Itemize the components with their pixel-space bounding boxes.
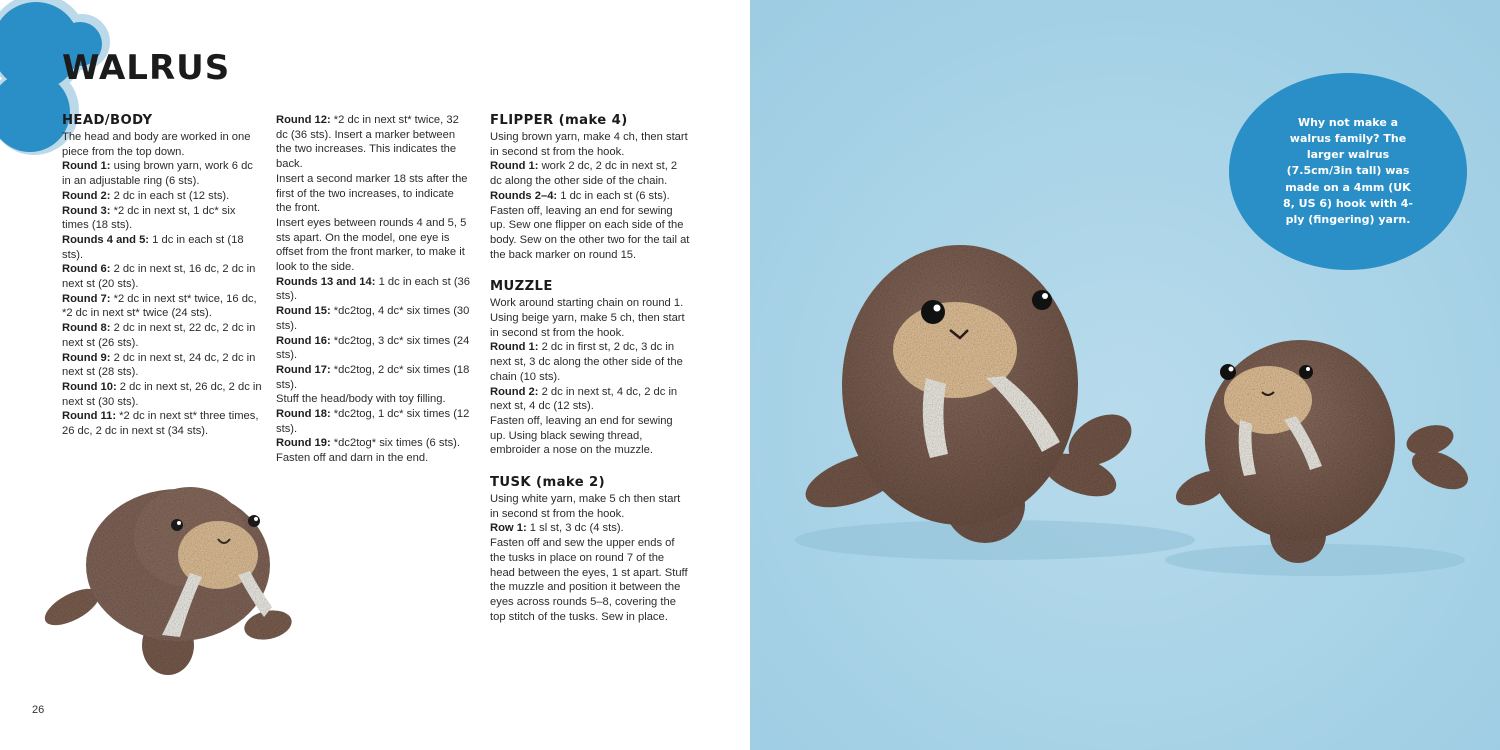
round-6: [62, 262, 262, 291]
flipper-round-1: [490, 159, 690, 188]
right-page: [750, 0, 1500, 750]
round-label: Round 1:: [490, 160, 539, 173]
round-label: Round 2:: [490, 385, 539, 398]
round-text: 1 dc in each st (36 sts).: [276, 275, 470, 303]
round-label: Round 16:: [276, 334, 331, 347]
round-label: Round 17:: [276, 363, 331, 376]
round-label: Rounds 13 and 14:: [276, 275, 376, 288]
instruction-text: Using brown yarn, make 4 ch, then start in second st from the hook.: [490, 131, 688, 158]
round-19: [276, 436, 472, 451]
page-title: WALRUS: [62, 48, 231, 88]
tip-callout: [1229, 73, 1467, 270]
instruction-text: Stuff the head/body with toy filling.: [276, 393, 446, 406]
round-text: 1 dc in each st (18 sts).: [62, 233, 244, 261]
instruction-text: Fasten off and sew the upper ends of the tusks in place on round 7 of the head between the eyes, 1 st apart. Stuff the muzzle and position it between the eyes across rounds 5–8, covering the top stitch of the tusks. Sew in place.: [490, 537, 688, 623]
round-label: Round 7:: [62, 292, 111, 305]
rounds-13-14: [276, 275, 472, 304]
round-1: [62, 159, 262, 188]
round-label: Round 18:: [276, 408, 331, 421]
round-text: 2 dc in next st, 26 dc, 2 dc in next st (30 sts).: [62, 380, 262, 408]
round-label: Round 6:: [62, 263, 111, 276]
page-number: 26: [32, 704, 45, 716]
muzzle-round-2: [490, 385, 690, 414]
round-16: [276, 334, 472, 363]
tusk-row-1: [490, 521, 690, 536]
round-9: [62, 351, 262, 380]
round-15: [276, 304, 472, 333]
round-12: [276, 113, 472, 172]
round-10: [62, 380, 262, 409]
instruction-text: Fasten off and darn in the end.: [276, 452, 429, 465]
round-18: [276, 407, 472, 436]
round-label: Round 19:: [276, 437, 331, 450]
round-11: [62, 409, 262, 438]
section-heading-muzzle: MUZZLE: [490, 279, 553, 295]
round-text: *dc2tog, 2 dc* six times (18 sts).: [276, 363, 470, 391]
round-label: Round 12:: [276, 114, 331, 126]
flipper-rounds-2-4: [490, 189, 690, 204]
round-label: Rounds 2–4:: [490, 189, 558, 202]
round-text: 1 sl st, 3 dc (4 sts).: [526, 522, 624, 535]
round-text: *2 dc in next st* twice, 16 dc, *2 dc in next st* twice (24 sts).: [62, 292, 257, 320]
column-2: [276, 113, 472, 466]
column-3: [490, 113, 690, 624]
section-heading-tusk: TUSK (make 2): [490, 475, 606, 491]
instruction-text: Fasten off, leaving an end for sewing up. Sew one flipper on each side of the body. Sew on the other two for the tail at the back marker on round 15.: [490, 204, 690, 261]
round-3: [62, 204, 262, 233]
round-label: Round 8:: [62, 322, 111, 335]
instruction-text: Fasten off, leaving an end for sewing up. Using black sewing thread, embroider a nose on the muzzle.: [490, 414, 673, 457]
round-label: Round 1:: [490, 341, 539, 354]
round-text: 2 dc in first st, 2 dc, 3 dc in next st, 3 dc along the other side of the chain (10 sts).: [490, 341, 683, 383]
tip-text: Why not make a walrus family? The larger walrus (7.5cm/3in tall) was made on a 4mm (UK 8, US 6) hook with 4-ply (fingering) yarn.: [1282, 115, 1414, 226]
round-text: *dc2tog, 3 dc* six times (24 sts).: [276, 334, 470, 362]
round-label: Row 1:: [490, 522, 527, 535]
section-heading-head-body: HEAD/BODY: [62, 113, 153, 128]
round-label: Round 3:: [62, 204, 111, 217]
round-17: [276, 363, 472, 392]
round-label: Rounds 4 and 5:: [62, 233, 150, 246]
round-8: [62, 321, 262, 350]
round-text: *dc2tog* six times (6 sts).: [330, 437, 461, 450]
round-text: using brown yarn, work 6 dc in an adjustable ring (6 sts).: [62, 160, 253, 188]
round-label: Round 9:: [62, 351, 111, 364]
round-text: *2 dc in next st, 1 dc* six times (18 sts).: [62, 204, 236, 232]
instruction-text: Using white yarn, make 5 ch then start in second st from the hook.: [490, 493, 681, 520]
section-heading-flipper: FLIPPER (make 4): [490, 113, 628, 128]
round-text: 2 dc in next st, 16 dc, 2 dc in next st (20 sts).: [62, 263, 256, 291]
round-text: *dc2tog, 4 dc* six times (30 sts).: [276, 305, 470, 332]
walrus-illustration: [40, 475, 295, 680]
instruction-text: Work around starting chain on round 1. Using beige yarn, make 5 ch, then start in second st from the hook.: [490, 297, 685, 339]
round-label: Round 10:: [62, 380, 117, 393]
round-text: 2 dc in each st (12 sts).: [110, 189, 230, 202]
rounds-4-5: [62, 233, 262, 262]
round-text: 1 dc in each st (6 sts).: [557, 189, 670, 202]
round-2: [62, 189, 262, 204]
round-text: 2 dc in next st, 22 dc, 2 dc in next st (26 sts).: [62, 322, 256, 349]
muzzle-round-1: [490, 340, 690, 384]
round-label: Round 1:: [62, 160, 111, 173]
round-text: work 2 dc, 2 dc in next st, 2 dc along the other side of the chain.: [490, 160, 678, 188]
instruction-text: The head and body are worked in one piece from the top down.: [62, 131, 251, 158]
round-label: Round 11:: [62, 410, 117, 423]
round-text: *2 dc in next st* twice, 32 dc (36 sts). Insert a marker between the two increases. This indicates the back.: [276, 114, 459, 171]
instruction-text: Insert eyes between rounds 4 and 5, 5 sts apart. On the model, one eye is offset from the front marker, to make it look to the side.: [276, 216, 467, 274]
round-text: 2 dc in next st, 24 dc, 2 dc in next st (28 sts).: [62, 351, 256, 379]
instruction-text: Insert a second marker 18 sts after the first of the two increases, to indicate the front.: [276, 172, 468, 215]
round-label: Round 2:: [62, 189, 111, 202]
round-7: [62, 292, 262, 321]
column-1: [62, 113, 262, 439]
round-text: *2 dc in next st* three times, 26 dc, 2 dc in next st (34 sts).: [62, 410, 259, 438]
round-text: *dc2tog, 1 dc* six times (12 sts).: [276, 408, 470, 435]
round-label: Round 15:: [276, 305, 331, 318]
round-text: 2 dc in next st, 4 dc, 2 dc in next st, 4 dc (12 sts).: [490, 385, 678, 413]
